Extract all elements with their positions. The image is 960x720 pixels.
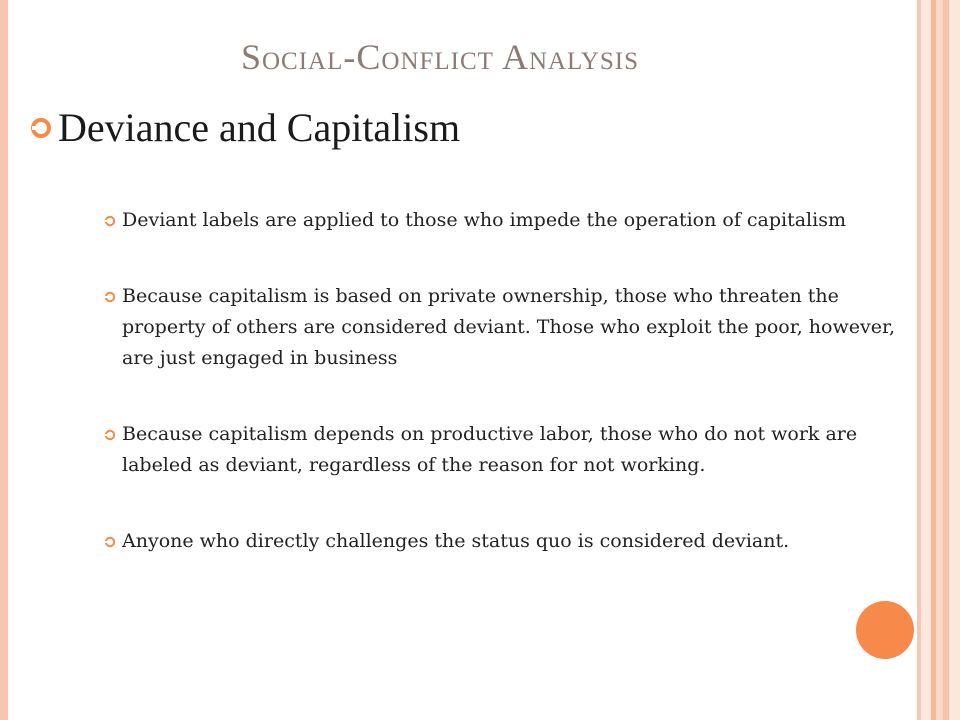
heading-row [30, 104, 460, 151]
ring-bullet-icon [104, 429, 116, 441]
left-border [0, 0, 8, 720]
bullet-text: Because capitalism depends on productive labor, those who do not work are labeled as deviant, regardless of the reason for not working. [122, 423, 858, 476]
bullet-text: Because capitalism is based on private ownership, those who threaten the property of others are considered deviant. Those who exploit the poor, however, are just engaged in business [122, 285, 896, 369]
bullet-text: Deviant labels are applied to those who impede the operation of capitalism [122, 209, 846, 231]
decorative-circle [856, 601, 914, 659]
ring-bullet-icon [104, 536, 116, 548]
list-item [104, 526, 924, 557]
ring-bullet-icon [104, 215, 116, 227]
list-item [104, 419, 924, 481]
section-heading: Deviance and Capitalism [58, 105, 461, 150]
right-border-band [949, 0, 960, 720]
slide-title: Social-Conflict Analysis [240, 37, 640, 77]
bullet-text: Anyone who directly challenges the status quo is considered deviant. [122, 530, 790, 552]
bullet-list [104, 205, 924, 602]
ring-bullet-icon [104, 291, 116, 303]
right-border-band [936, 0, 943, 720]
list-item [104, 205, 924, 236]
ring-bullet-icon [30, 117, 52, 139]
list-item [104, 281, 924, 374]
